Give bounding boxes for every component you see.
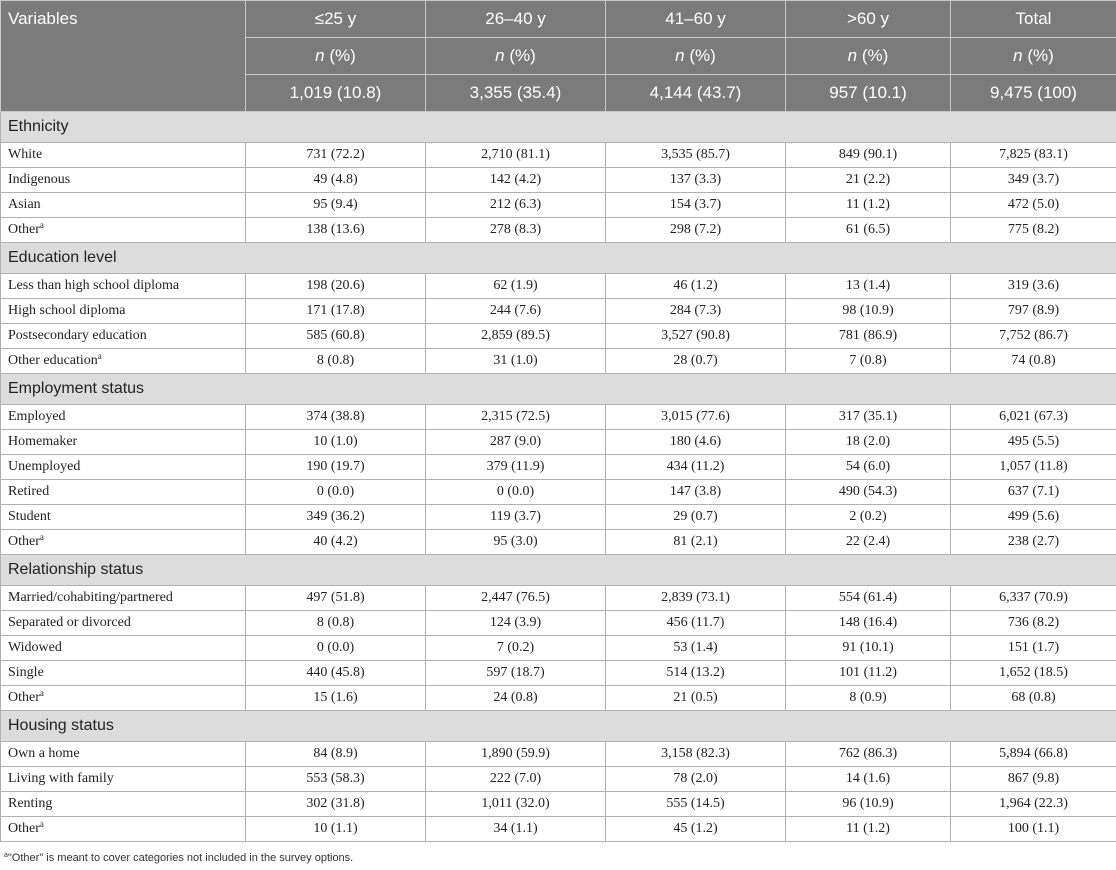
table-row: [1, 324, 1116, 349]
unit-header: [426, 38, 606, 75]
row-label: Unemployed: [8, 459, 81, 474]
table-cell: 1,964 (22.3): [951, 792, 1116, 817]
table-cell: 95 (9.4): [246, 193, 426, 218]
table-cell: 554 (61.4): [786, 586, 951, 611]
row-label: Own a home: [8, 746, 80, 761]
table-cell: 8 (0.8): [246, 611, 426, 636]
table-cell: 137 (3.3): [606, 168, 786, 193]
table-cell: 2,315 (72.5): [426, 405, 606, 430]
table-cell: 46 (1.2): [606, 274, 786, 299]
footnote-marker: a: [39, 819, 44, 829]
table-cell: 495 (5.5): [951, 430, 1116, 455]
table-cell: 142 (4.2): [426, 168, 606, 193]
row-label-cell: [1, 742, 246, 767]
table-cell: 101 (11.2): [786, 661, 951, 686]
table-row: [1, 168, 1116, 193]
n-label: n: [495, 46, 505, 65]
table-cell: 781 (86.9): [786, 324, 951, 349]
table-cell: 867 (9.8): [951, 767, 1116, 792]
table-cell: 379 (11.9): [426, 455, 606, 480]
table-cell: 10 (1.1): [246, 817, 426, 842]
table-cell: 40 (4.2): [246, 530, 426, 555]
table-cell: 319 (3.6): [951, 274, 1116, 299]
table-cell: 298 (7.2): [606, 218, 786, 243]
table-row: [1, 792, 1116, 817]
table-cell: 54 (6.0): [786, 455, 951, 480]
table-cell: 91 (10.1): [786, 636, 951, 661]
table-cell: 497 (51.8): [246, 586, 426, 611]
table-cell: 212 (6.3): [426, 193, 606, 218]
table-cell: 287 (9.0): [426, 430, 606, 455]
table-cell: 151 (1.7): [951, 636, 1116, 661]
table-cell: 198 (20.6): [246, 274, 426, 299]
table-cell: 34 (1.1): [426, 817, 606, 842]
table-cell: 21 (0.5): [606, 686, 786, 711]
table-cell: 13 (1.4): [786, 274, 951, 299]
row-label: Widowed: [8, 640, 62, 655]
table-cell: 374 (38.8): [246, 405, 426, 430]
table-cell: 238 (2.7): [951, 530, 1116, 555]
table-cell: 0 (0.0): [426, 480, 606, 505]
table-cell: 96 (10.9): [786, 792, 951, 817]
table-row: [1, 349, 1116, 374]
table-cell: 24 (0.8): [426, 686, 606, 711]
section-header-row: [1, 112, 1116, 143]
row-label: Married/cohabiting/partnered: [8, 590, 173, 605]
table-cell: 2 (0.2): [786, 505, 951, 530]
table-cell: 349 (3.7): [951, 168, 1116, 193]
table-cell: 555 (14.5): [606, 792, 786, 817]
section-header-row: [1, 555, 1116, 586]
table-cell: 31 (1.0): [426, 349, 606, 374]
column-header: 26–40 y: [426, 1, 606, 38]
row-label: Single: [8, 665, 44, 680]
table-cell: 317 (35.1): [786, 405, 951, 430]
table-cell: 3,015 (77.6): [606, 405, 786, 430]
row-label-cell: [1, 324, 246, 349]
count-header: 9,475 (100): [951, 75, 1116, 112]
table-row: [1, 742, 1116, 767]
table-cell: 1,011 (32.0): [426, 792, 606, 817]
table-cell: 736 (8.2): [951, 611, 1116, 636]
pct-label: (%): [689, 46, 716, 65]
count-header: 3,355 (35.4): [426, 75, 606, 112]
row-label-cell: [1, 349, 246, 374]
table-cell: 514 (13.2): [606, 661, 786, 686]
section-title: Education level: [1, 243, 1116, 274]
table-cell: 0 (0.0): [246, 636, 426, 661]
row-label: Other: [8, 222, 40, 237]
table-cell: 29 (0.7): [606, 505, 786, 530]
row-label-cell: [1, 767, 246, 792]
pct-label: (%): [329, 46, 356, 65]
table-cell: 6,337 (70.9): [951, 586, 1116, 611]
pct-label: (%): [861, 46, 889, 65]
table-cell: 3,535 (85.7): [606, 143, 786, 168]
table-cell: 637 (7.1): [951, 480, 1116, 505]
row-label-cell: [1, 143, 246, 168]
table-cell: 597 (18.7): [426, 661, 606, 686]
n-label: n: [675, 46, 685, 65]
table-cell: 278 (8.3): [426, 218, 606, 243]
section-title: Housing status: [1, 711, 1116, 742]
table-cell: 11 (1.2): [786, 193, 951, 218]
table-cell: 3,527 (90.8): [606, 324, 786, 349]
unit-header: [606, 38, 786, 75]
table-cell: 171 (17.8): [246, 299, 426, 324]
table-row: [1, 530, 1116, 555]
table-cell: 100 (1.1): [951, 817, 1116, 842]
row-label: Separated or divorced: [8, 615, 131, 630]
row-label: White: [8, 147, 43, 162]
table-row: [1, 480, 1116, 505]
table-cell: 190 (19.7): [246, 455, 426, 480]
table-row: [1, 274, 1116, 299]
table-cell: 14 (1.6): [786, 767, 951, 792]
table-cell: 302 (31.8): [246, 792, 426, 817]
unit-header: [951, 38, 1116, 75]
pct-label: (%): [509, 46, 536, 65]
table-cell: 154 (3.7): [606, 193, 786, 218]
row-label: Retired: [8, 484, 50, 499]
section-title: Employment status: [1, 374, 1116, 405]
row-label-cell: [1, 193, 246, 218]
table-cell: 553 (58.3): [246, 767, 426, 792]
row-label: Living with family: [8, 771, 114, 786]
row-label-cell: [1, 505, 246, 530]
table-cell: 222 (7.0): [426, 767, 606, 792]
table-cell: 2,710 (81.1): [426, 143, 606, 168]
table-cell: 78 (2.0): [606, 767, 786, 792]
table-cell: 61 (6.5): [786, 218, 951, 243]
table-cell: 95 (3.0): [426, 530, 606, 555]
table-body: [1, 112, 1116, 842]
table-cell: 731 (72.2): [246, 143, 426, 168]
table-row: [1, 611, 1116, 636]
table-cell: 147 (3.8): [606, 480, 786, 505]
table-cell: 8 (0.9): [786, 686, 951, 711]
table-cell: 456 (11.7): [606, 611, 786, 636]
table-cell: 53 (1.4): [606, 636, 786, 661]
table-cell: 62 (1.9): [426, 274, 606, 299]
table-cell: 7,752 (86.7): [951, 324, 1116, 349]
table-cell: 440 (45.8): [246, 661, 426, 686]
row-label: High school diploma: [8, 303, 126, 318]
column-header: >60 y: [786, 1, 951, 38]
row-label-cell: [1, 611, 246, 636]
row-label: Less than high school diploma: [8, 278, 180, 293]
table-cell: 49 (4.8): [246, 168, 426, 193]
row-label: Indigenous: [8, 172, 71, 187]
table-cell: 284 (7.3): [606, 299, 786, 324]
table-cell: 434 (11.2): [606, 455, 786, 480]
table-row: [1, 636, 1116, 661]
table-row: [1, 193, 1116, 218]
table-row: [1, 767, 1116, 792]
row-label-cell: [1, 405, 246, 430]
column-header: 41–60 y: [606, 1, 786, 38]
row-label: Other education: [8, 353, 98, 368]
table-cell: 74 (0.8): [951, 349, 1116, 374]
row-label: Renting: [8, 796, 53, 811]
row-label-cell: [1, 168, 246, 193]
row-label: Other: [8, 821, 40, 836]
table-row: [1, 505, 1116, 530]
section-header-row: [1, 374, 1116, 405]
table-cell: 797 (8.9): [951, 299, 1116, 324]
table-cell: 7 (0.8): [786, 349, 951, 374]
row-label: Asian: [8, 197, 41, 212]
table-row: [1, 586, 1116, 611]
table-cell: 98 (10.9): [786, 299, 951, 324]
row-label-cell: [1, 274, 246, 299]
table-cell: 68 (0.8): [951, 686, 1116, 711]
table-cell: 472 (5.0): [951, 193, 1116, 218]
header-row-columns: [1, 1, 1116, 38]
table-cell: 1,890 (59.9): [426, 742, 606, 767]
table-cell: 10 (1.0): [246, 430, 426, 455]
row-label-cell: [1, 430, 246, 455]
section-header-row: [1, 711, 1116, 742]
table-cell: 22 (2.4): [786, 530, 951, 555]
column-header: ≤25 y: [246, 1, 426, 38]
table-cell: 762 (86.3): [786, 742, 951, 767]
section-title: Ethnicity: [1, 112, 1116, 143]
table-cell: 585 (60.8): [246, 324, 426, 349]
count-header: 4,144 (43.7): [606, 75, 786, 112]
table-cell: 15 (1.6): [246, 686, 426, 711]
count-header: 1,019 (10.8): [246, 75, 426, 112]
table-cell: 775 (8.2): [951, 218, 1116, 243]
table-row: [1, 686, 1116, 711]
table-cell: 8 (0.8): [246, 349, 426, 374]
table-cell: 81 (2.1): [606, 530, 786, 555]
footnote-marker: a: [39, 688, 44, 698]
table-cell: 124 (3.9): [426, 611, 606, 636]
row-label-cell: [1, 686, 246, 711]
pct-label: (%): [1027, 46, 1054, 65]
table-cell: 1,652 (18.5): [951, 661, 1116, 686]
footnote-marker: a: [97, 351, 102, 361]
table-cell: 2,859 (89.5): [426, 324, 606, 349]
table-cell: 849 (90.1): [786, 143, 951, 168]
table-cell: 1,057 (11.8): [951, 455, 1116, 480]
table-cell: 119 (3.7): [426, 505, 606, 530]
row-label-cell: [1, 586, 246, 611]
unit-header: [786, 38, 951, 75]
table-row: [1, 405, 1116, 430]
table-cell: 499 (5.6): [951, 505, 1116, 530]
row-label-cell: [1, 661, 246, 686]
footnote: [4, 852, 353, 864]
table-cell: 2,447 (76.5): [426, 586, 606, 611]
table-cell: 244 (7.6): [426, 299, 606, 324]
table-cell: 84 (8.9): [246, 742, 426, 767]
table-row: [1, 817, 1116, 842]
row-label-cell: [1, 792, 246, 817]
table-cell: 180 (4.6): [606, 430, 786, 455]
table-cell: 3,158 (82.3): [606, 742, 786, 767]
row-label-cell: [1, 218, 246, 243]
table-cell: 28 (0.7): [606, 349, 786, 374]
n-label: n: [1013, 46, 1023, 65]
n-label: n: [315, 46, 325, 65]
variables-header: Variables: [1, 1, 246, 112]
table-cell: 138 (13.6): [246, 218, 426, 243]
footnote-marker: a: [4, 852, 8, 859]
table-row: [1, 143, 1116, 168]
table-row: [1, 430, 1116, 455]
row-label-cell: [1, 455, 246, 480]
table-cell: 148 (16.4): [786, 611, 951, 636]
table-cell: 490 (54.3): [786, 480, 951, 505]
row-label-cell: [1, 530, 246, 555]
row-label-cell: [1, 636, 246, 661]
table-cell: 2,839 (73.1): [606, 586, 786, 611]
row-label: Other: [8, 690, 40, 705]
table-cell: 11 (1.2): [786, 817, 951, 842]
row-label: Student: [8, 509, 51, 524]
row-label: Postsecondary education: [8, 328, 147, 343]
n-label: n: [847, 46, 858, 65]
table-cell: 18 (2.0): [786, 430, 951, 455]
section-header-row: [1, 243, 1116, 274]
row-label: Employed: [8, 409, 66, 424]
table-cell: 6,021 (67.3): [951, 405, 1116, 430]
table-cell: 7,825 (83.1): [951, 143, 1116, 168]
table-cell: 45 (1.2): [606, 817, 786, 842]
count-header: 957 (10.1): [786, 75, 951, 112]
row-label-cell: [1, 817, 246, 842]
footnote-marker: a: [39, 532, 44, 542]
table-cell: 0 (0.0): [246, 480, 426, 505]
table-cell: 7 (0.2): [426, 636, 606, 661]
footnote-marker: a: [39, 220, 44, 230]
unit-header: [246, 38, 426, 75]
footnote-text: "Other" is meant to cover categories not included in the survey options.: [7, 852, 354, 864]
row-label-cell: [1, 480, 246, 505]
row-label-cell: [1, 299, 246, 324]
section-title: Relationship status: [1, 555, 1116, 586]
column-header: Total: [951, 1, 1116, 38]
table-row: [1, 218, 1116, 243]
table-row: [1, 299, 1116, 324]
table-cell: 349 (36.2): [246, 505, 426, 530]
table-cell: 5,894 (66.8): [951, 742, 1116, 767]
table-row: [1, 455, 1116, 480]
row-label: Homemaker: [8, 434, 78, 449]
table-row: [1, 661, 1116, 686]
table-cell: 21 (2.2): [786, 168, 951, 193]
row-label: Other: [8, 534, 40, 549]
